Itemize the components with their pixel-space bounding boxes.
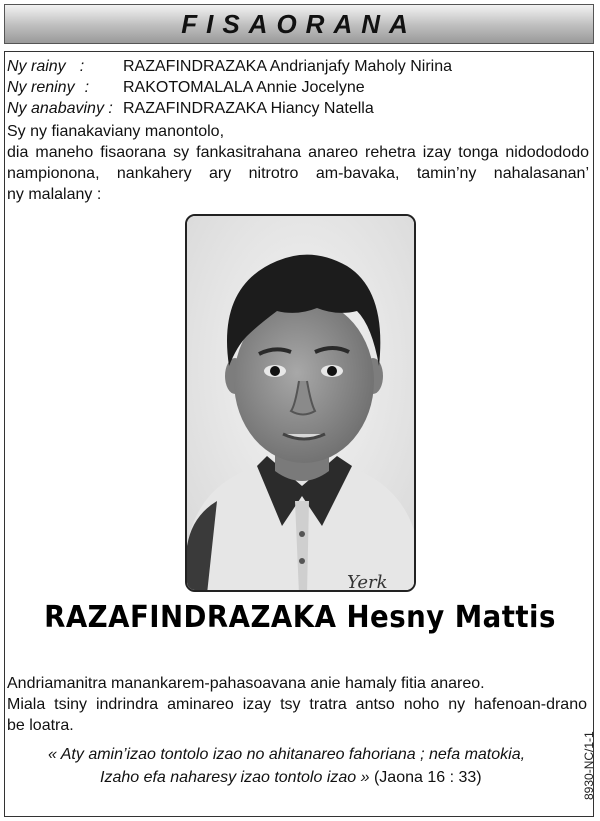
portrait-photo — [185, 214, 416, 592]
mother-name: RAKOTOMALALA Annie Jocelyne — [123, 79, 365, 96]
mother-label: Ny reniny : — [7, 79, 90, 96]
verse-line-2-text: Izaho efa naharesy izao tontolo izao » — [100, 769, 370, 786]
closing-text — [7, 673, 587, 736]
sister-name: RAZAFINDRAZAKA Hiancy Natella — [123, 100, 374, 117]
header-title: FISAORANA — [181, 8, 417, 39]
portrait-illustration — [187, 216, 416, 592]
father-label: Ny rainy : — [7, 58, 85, 75]
header-banner — [4, 4, 594, 44]
svg-text:Yerk: Yerk — [347, 572, 388, 592]
intro-line-1: Sy ny fianakaviany manontolo, — [7, 123, 225, 140]
intro-line-2: dia maneho fisaorana sy fankasitrahana anareo rehetra izay tonga nidodododo — [7, 144, 589, 161]
sister-label: Ny anabaviny : — [7, 100, 113, 117]
parent-row-father — [7, 56, 452, 77]
deceased-name: RAZAFINDRAZAKA Hesny Mattis — [44, 600, 556, 635]
father-name: RAZAFINDRAZAKA Andrianjafy Maholy Nirina — [123, 58, 452, 75]
verse-reference: (Jaona 16 : 33) — [373, 769, 482, 786]
closing-line-3: be loatra. — [7, 717, 74, 734]
bible-verse — [48, 743, 568, 789]
verse-line-1: « Aty amin’izao tontolo izao no ahitanareo fahoriana ; nefa matokia, — [48, 746, 526, 763]
closing-line-2: Miala tsiny indrindra aminareo izay tsy tratra antso noho ny hafenoan-drano — [7, 696, 587, 713]
intro-line-4: ny malalany : — [7, 186, 102, 203]
parents-list — [7, 56, 452, 119]
verse-line-2 — [48, 766, 568, 789]
parent-row-sister — [7, 98, 452, 119]
ad-code: 8930-NC/1-1 — [582, 731, 596, 800]
parent-row-mother — [7, 77, 452, 98]
intro-line-3: nampionona, nankahery ary nitrotro am-bavaka, tamin’ny nahalasanan’ — [7, 165, 589, 182]
closing-line-1: Andriamanitra manankarem-pahasoavana anie hamaly fitia anareo. — [7, 675, 485, 692]
intro-text — [7, 121, 589, 205]
